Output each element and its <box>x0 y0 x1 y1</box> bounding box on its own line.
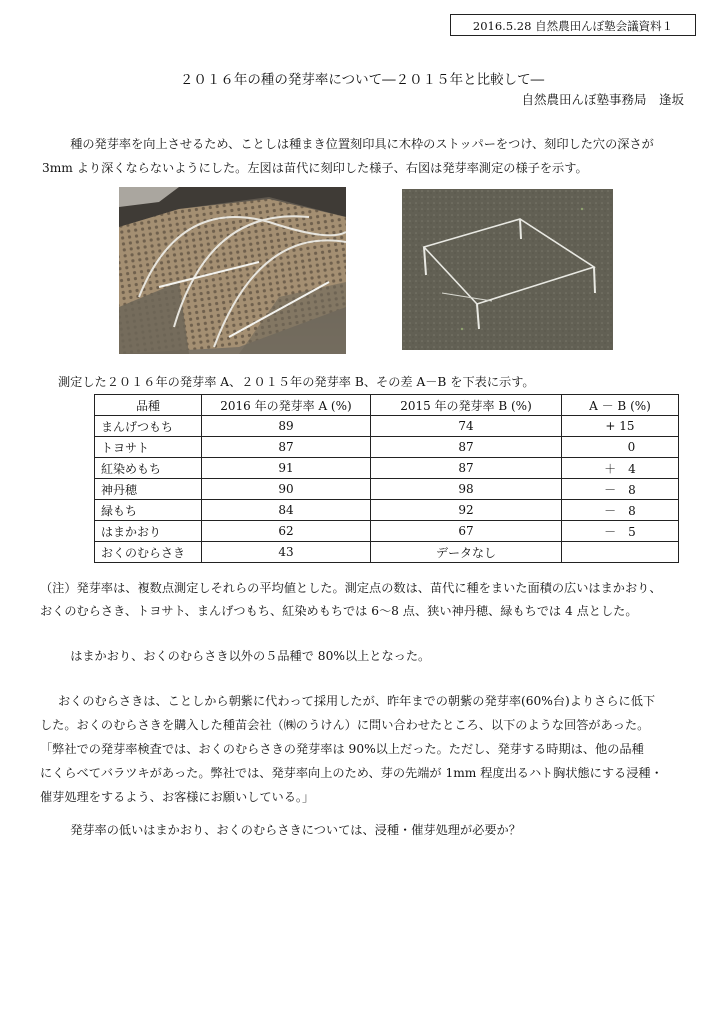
header-variety: 品種 <box>95 395 202 416</box>
cell-rate-2015: データなし <box>371 542 562 563</box>
okumura-line-2: した。おくのむらさきを購入した種苗会社（㈱のうけん）に問い合わせたところ、以下のような回答があった。 <box>40 718 650 732</box>
table-note <box>40 577 690 623</box>
summary-paragraph: はまかおり、おくのむらさき以外の５品種で 80%以上となった。 <box>70 649 431 663</box>
cell-variety: まんげつもち <box>95 416 202 437</box>
header-rate-2015: 2015 年の発芽率 B (%) <box>371 395 562 416</box>
question-paragraph: 発芽率の低いはまかおり、おくのむらさきについては、浸種・催芽処理が必要か？ <box>70 823 521 837</box>
intro-line-2: 3mm より深くならないようにした。左図は苗代に刻印した様子、右図は発芽率測定の様子を示す。 <box>42 161 588 175</box>
cell-rate-2015: 98 <box>371 479 562 500</box>
intro-line-1: 種の発芽率を向上させるため、ことしは種まき位置刻印具に木枠のストッパーをつけ、刻印した穴の深さが <box>70 137 654 151</box>
table-row <box>95 479 679 500</box>
cell-rate-2015: 67 <box>371 521 562 542</box>
table-row <box>95 437 679 458</box>
cell-variety: はまかおり <box>95 521 202 542</box>
note-line-1: （注）発芽率は、複数点測定しそれらの平均値とした。測定点の数は、苗代に種をまいた面積の広いはまかおり、 <box>40 581 662 595</box>
cell-difference: + 15 <box>562 416 679 437</box>
table-row <box>95 416 679 437</box>
header-rate-2016: 2016 年の発芽率 A (%) <box>202 395 371 416</box>
cell-rate-2015: 74 <box>371 416 562 437</box>
cell-rate-2016: 62 <box>202 521 371 542</box>
document-title: ２０１６年の種の発芽率について―２０１５年と比較して― <box>179 72 545 88</box>
cell-variety: おくのむらさき <box>95 542 202 563</box>
cell-rate-2015: 87 <box>371 437 562 458</box>
cell-rate-2015: 87 <box>371 458 562 479</box>
intro-paragraph <box>42 132 686 180</box>
germination-measurement-photo <box>402 189 613 350</box>
cell-variety: 緑もち <box>95 500 202 521</box>
cell-variety: 神丹穂 <box>95 479 202 500</box>
cell-rate-2015: 92 <box>371 500 562 521</box>
cell-rate-2016: 89 <box>202 416 371 437</box>
okumura-line-5: 催芽処理をするよう、お客様にお願いしている。」 <box>40 790 315 804</box>
cell-variety: 紅染めもち <box>95 458 202 479</box>
cell-difference: ＋ 4 <box>562 458 679 479</box>
cell-rate-2016: 43 <box>202 542 371 563</box>
cell-difference: 0 <box>562 437 679 458</box>
cell-rate-2016: 87 <box>202 437 371 458</box>
germination-table <box>94 394 679 563</box>
cell-difference <box>562 542 679 563</box>
cell-difference: － 8 <box>562 500 679 521</box>
table-header-row <box>95 395 679 416</box>
okunomurasaki-paragraph <box>40 689 690 809</box>
document-label: 2016.5.28 自然農田んぼ塾会議資料１ <box>450 14 696 36</box>
cell-difference: － 5 <box>562 521 679 542</box>
table-intro: 測定した２０１６年の発芽率 A、２０１５年の発芽率 B、その差 A－B を下表に示す。 <box>58 375 535 389</box>
okumura-line-4: にくらべてバラツキがあった。弊社では、発芽率向上のため、芽の先端が 1mm 程度出るハト胸状態にする浸種・ <box>40 766 663 780</box>
cell-variety: トヨサト <box>95 437 202 458</box>
table-row <box>95 500 679 521</box>
cell-rate-2016: 90 <box>202 479 371 500</box>
table-row <box>95 458 679 479</box>
cell-rate-2016: 84 <box>202 500 371 521</box>
header-difference: A － B (%) <box>562 395 679 416</box>
table-row <box>95 542 679 563</box>
note-line-2: おくのむらさき、トヨサト、まんげつもち、紅染めもちでは 6～8 点、狭い神丹穂、緑もちでは 4 点とした。 <box>40 604 638 618</box>
seedbed-imprint-photo <box>119 187 346 354</box>
cell-difference: － 8 <box>562 479 679 500</box>
okumura-line-3: 「弊社での発芽率検査では、おくのむらさきの発芽率は 90%以上だった。ただし、発芽する時期は、他の品種 <box>40 742 644 756</box>
okumura-line-1: おくのむらさきは、ことしから朝紫に代わって採用したが、昨年までの朝紫の発芽率(60%台)よりさらに低下 <box>58 694 656 708</box>
table-row <box>95 521 679 542</box>
cell-rate-2016: 91 <box>202 458 371 479</box>
document-author: 自然農田んぼ塾事務局 逢坂 <box>521 92 684 107</box>
